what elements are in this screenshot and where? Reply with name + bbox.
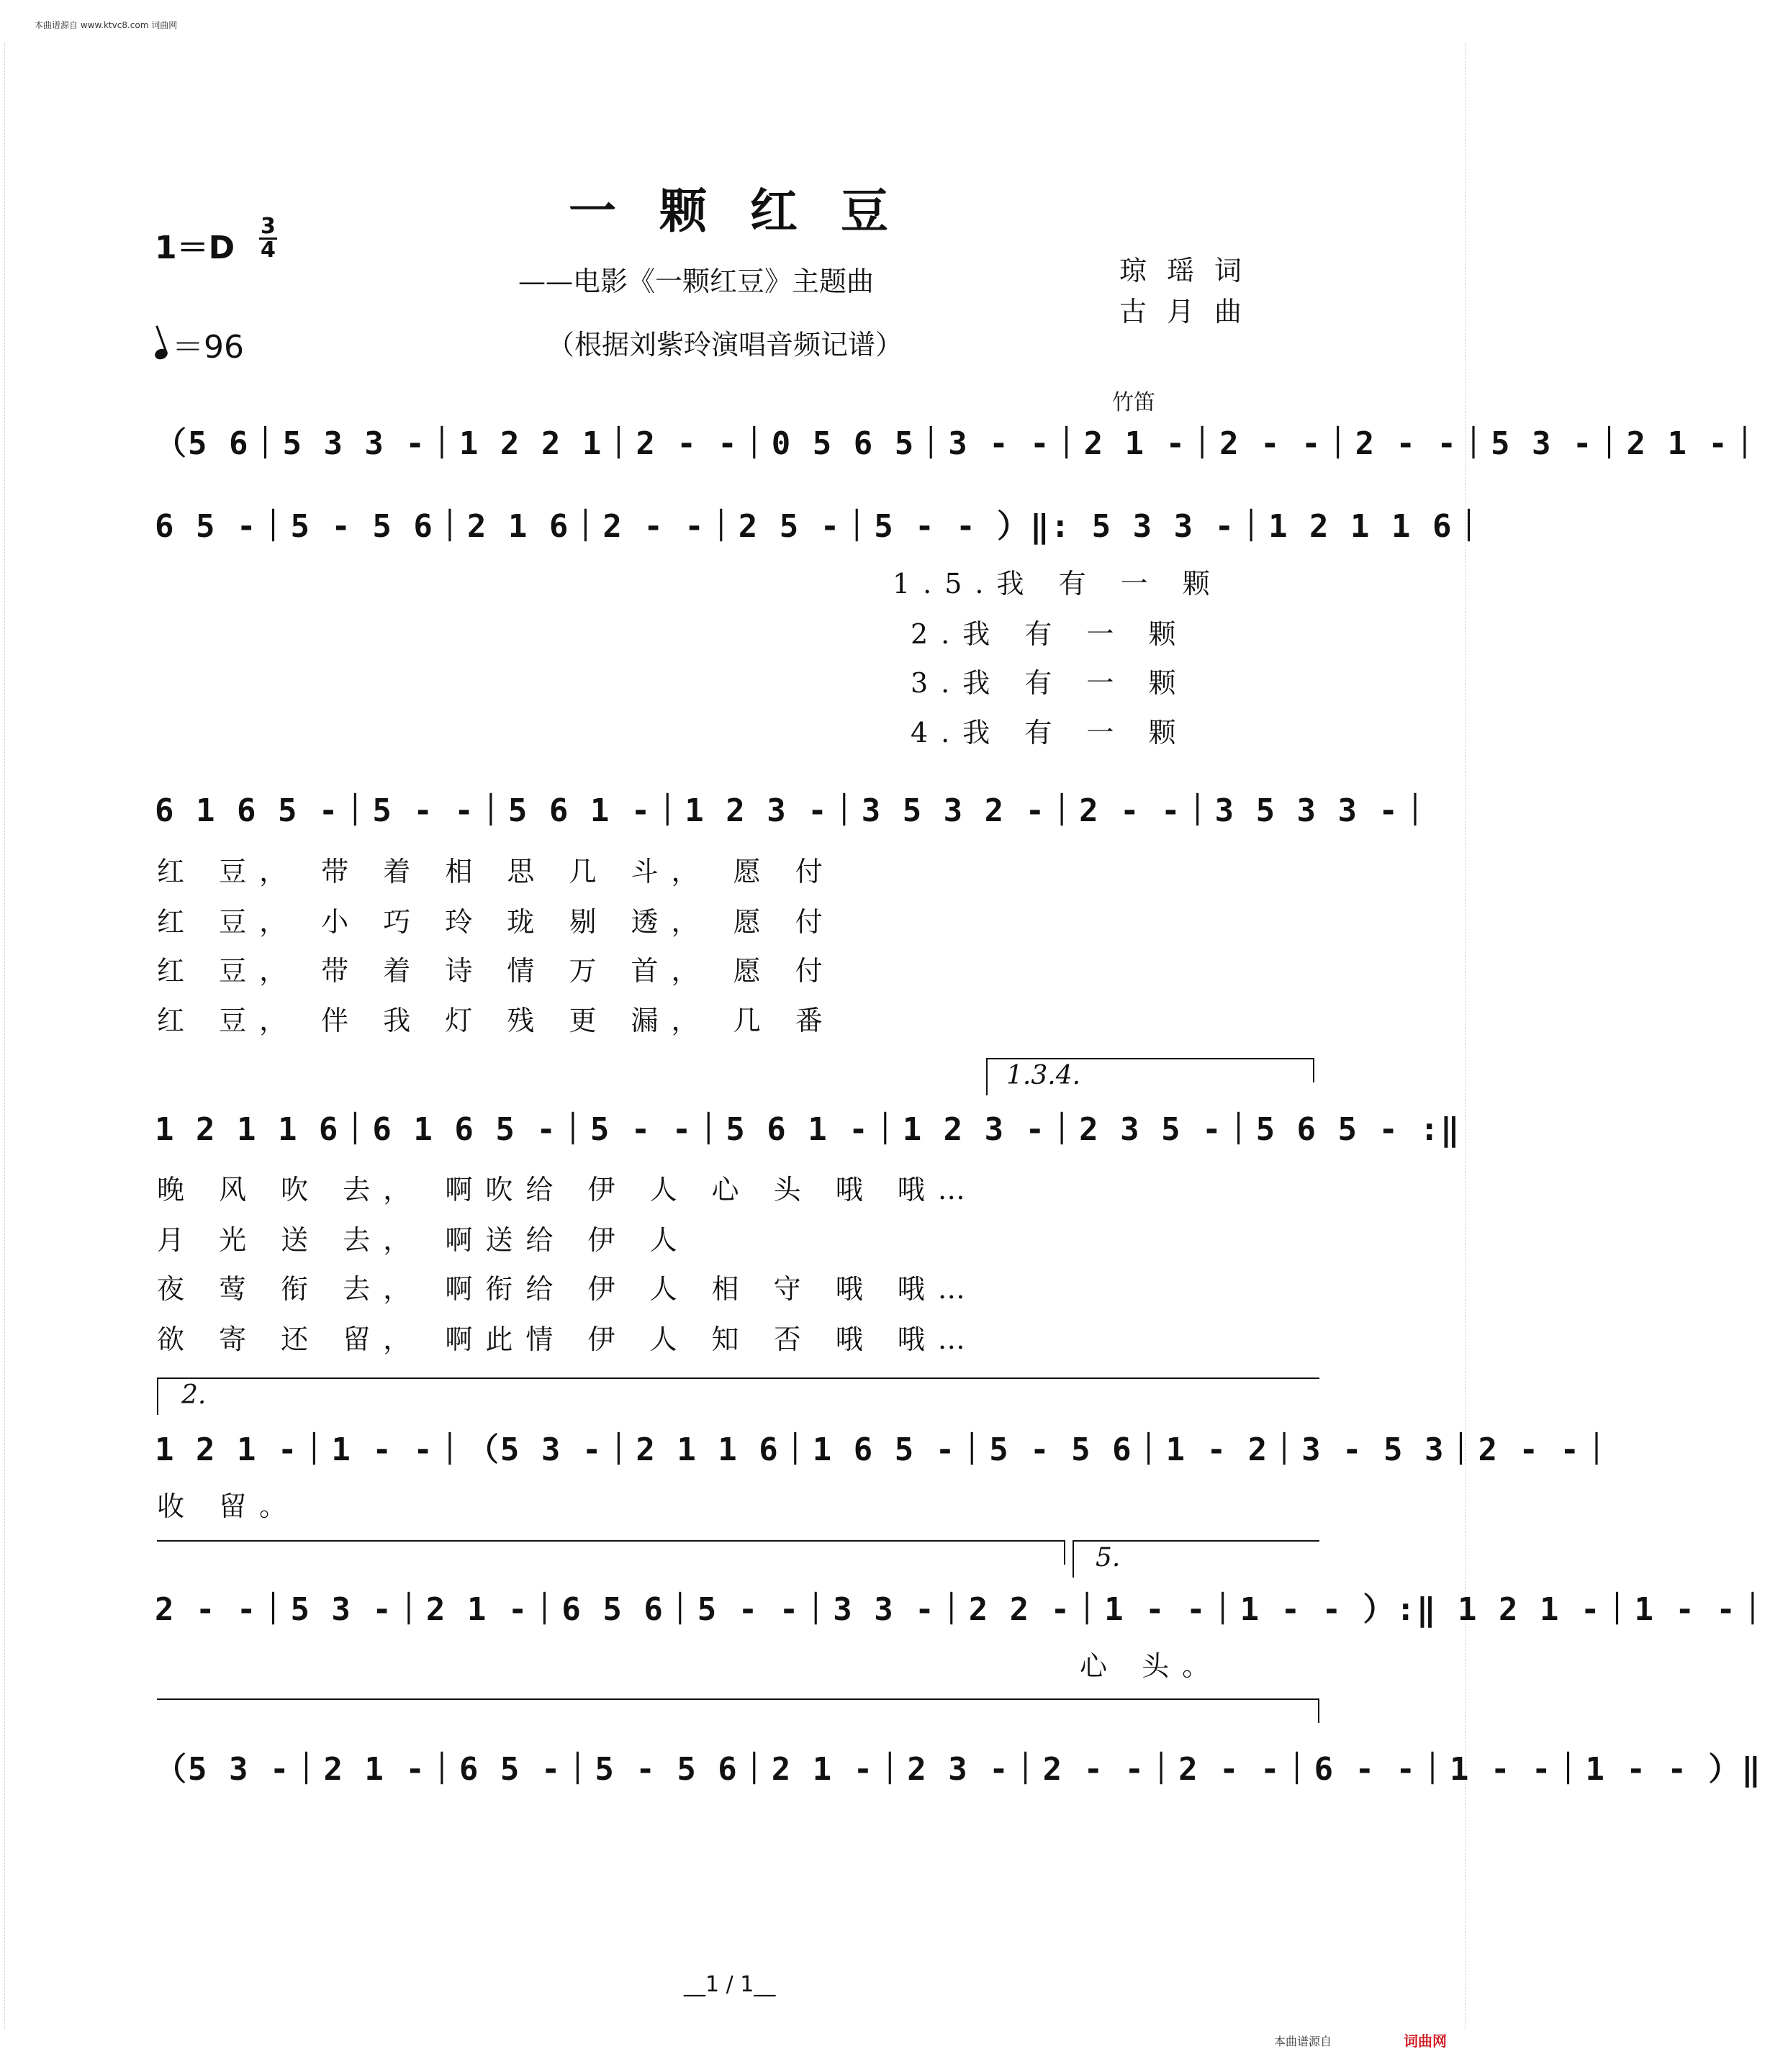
quarter-note-icon [153,347,169,361]
brand-logo: 词曲网 [1404,2032,1447,2050]
coda-bracket-top [157,1698,1319,1700]
verse-intro-3: 3.我 有 一 颗 [911,667,1189,699]
staff-line-4: 1 2 1 1 6｜6 1 6 5 -｜5 - -｜5 6 1 -｜1 2 3 -｜2 3 5 -｜5 6 5 - :‖ [155,1111,1461,1148]
transcription-note: （根据刘紫玲演唱音频记谱） [547,329,903,361]
ending-2-bracket-top [157,1377,1319,1379]
song-subtitle: ——电影《一颗红豆》主题曲 [518,266,875,297]
ending-label-2: 2. [181,1380,207,1410]
ending-bracket-left [986,1058,988,1095]
tempo-value: ＝96 [172,329,244,366]
ending-2-bracket-left [157,1377,158,1415]
ending-continuation-top [157,1540,1065,1542]
staff-line-1: （5 6｜5 3 3 -｜1 2 2 1｜2 - -｜0 5 6 5｜3 - -｜2 1 -｜2 - -｜2 - -｜5 3 -｜2 1 -｜ [155,425,1762,462]
song-title: 一颗红豆 [569,183,931,239]
ending-bracket-top [986,1058,1314,1059]
staff-line-3: 6 1 6 5 -｜5 - -｜5 6 1 -｜1 2 3 -｜3 5 3 2 -｜2 - -｜3 5 3 3 -｜ [155,792,1433,829]
staff-line-6: 2 - -｜5 3 -｜2 1 -｜6 5 6｜5 - -｜3 3 -｜2 2 -｜1 - -｜1 - - ）:‖ 1 2 1 -｜1 - -｜ [155,1591,1770,1628]
ending-label-1: 1.3.4. [1006,1061,1081,1090]
lyricist-credit: 琼瑶词 [1119,255,1263,286]
ending-5-bracket-left [1073,1540,1074,1578]
page-number: __1 / 1__ [684,1972,776,1997]
flute-label: 竹笛 [1112,390,1155,415]
key-signature: 1＝D [155,230,235,266]
right-margin-strip [1465,43,1471,2030]
ending-bracket-right [1313,1058,1314,1082]
time-signature-top: 3 [261,214,276,239]
coda-bracket-right [1318,1698,1319,1723]
left-margin-strip [4,43,11,2030]
ending-continuation-right [1064,1540,1065,1565]
staff-line-7: （5 3 -｜2 1 -｜6 5 -｜5 - 5 6｜2 1 -｜2 3 -｜2 - -｜2 - -｜6 - -｜1 - -｜1 - - ）‖ [155,1751,1762,1788]
verse-intro-4: 4.我 有 一 颗 [911,717,1189,748]
time-signature-bottom: 4 [261,237,276,263]
verse-intro-2: 2.我 有 一 颗 [911,618,1189,650]
verse-b-4: 欲 寄 还 留， 啊此情 伊 人 知 否 哦 哦… [157,1324,978,1355]
verse-intro-1: 1.5.我 有 一 颗 [893,568,1223,600]
verse-d: 心 头。 [1080,1650,1223,1682]
source-footer: 本曲谱源自 [1274,2035,1332,2048]
ending-5-bracket-top [1073,1540,1319,1542]
verse-b-2: 月 光 送 去， 啊送给 伊 人 [157,1224,690,1256]
verse-a-3: 红 豆， 带 着 诗 情 万 首， 愿 付 [157,955,836,987]
source-header: 本曲谱源自 www.ktvc8.com 词曲网 [35,20,178,30]
verse-c: 收 留。 [157,1490,300,1522]
staff-line-2: 6 5 -｜5 - 5 6｜2 1 6｜2 - -｜2 5 -｜5 - - ）‖: 5 3 3 -｜1 2 1 1 6｜ [155,508,1486,545]
verse-b-1: 晚 风 吹 去， 啊吹给 伊 人 心 头 哦 哦… [157,1174,978,1205]
verse-b-3: 夜 莺 衔 去， 啊衔给 伊 人 相 守 哦 哦… [157,1273,978,1305]
time-signature [259,216,277,261]
ending-label-5: 5. [1096,1543,1121,1573]
composer-credit: 古月曲 [1119,296,1263,327]
tempo-marking [155,321,244,367]
verse-a-4: 红 豆， 伴 我 灯 残 更 漏， 几 番 [157,1005,836,1036]
verse-a-2: 红 豆， 小 巧 玲 珑 剔 透， 愿 付 [157,906,836,938]
staff-line-5: 1 2 1 -｜1 - -｜（5 3 -｜2 1 1 6｜1 6 5 -｜5 - 5 6｜1 - 2｜3 - 5 3｜2 - -｜ [155,1431,1614,1468]
verse-a-1: 红 豆， 带 着 相 思 几 斗， 愿 付 [157,856,836,887]
